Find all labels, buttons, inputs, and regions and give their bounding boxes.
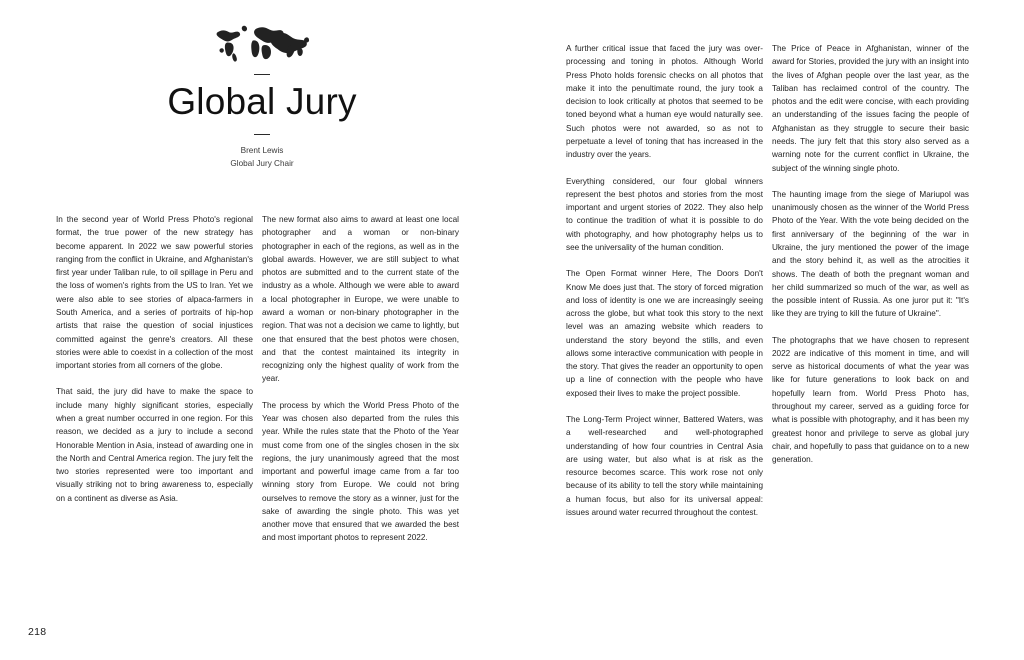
text-column-3 <box>566 42 763 519</box>
page-number: 218 <box>28 626 47 638</box>
paragraph: The Price of Peace in Afghanistan, winner of the award for Stories, provided the jury with an insight into the lives of Afghan people over the last year, as the Taliban has reclaimed control of the country. The photos and the edit were concise, with each providing an understanding of the issues facing the people of Afghanistan as they struggle to secure their basic needs. The jury felt that this story also served as a warning note for the current conflict in Ukraine, the subject of the winning single photo. <box>772 44 969 173</box>
byline <box>56 145 468 170</box>
divider-bottom <box>254 134 270 135</box>
byline-role: Global Jury Chair <box>230 158 294 168</box>
paragraph: In the second year of World Press Photo's regional format, the true power of the new strategy has become apparent. In 2022 we saw powerful stories ranging from the conflict in Ukraine, and Afghanistan's first year under Taliban rule, to oil spillage in Peru and the loss of women's rights from the US to Iran. Yet we were also able to see stories of alpaca-farmers in South America, and a series of portraits of hip-hop artists that raise the question of social injustices committed against the genre's creators. All these stories were able to coexist in a collection of the most important stories from all corners of the globe. <box>56 215 253 371</box>
paragraph: That said, the jury did have to make the space to include many highly significant stories, especially when a great number occurred in one region. For this reason, we decided as a jury to include a second Honorable Mention in Asia, instead of awarding one in the North and Central America region. The jury felt the two stories represented were too important and visually striking not to bring awareness to, especially on a continent as diverse as Asia. <box>56 387 253 503</box>
paragraph: The haunting image from the siege of Mariupol was unanimously chosen as the winner of the World Press Photo of the Year. With the vote being decided on the first anniversary of the beginning of the war in Ukraine, the jury mentioned the power of the image and the story behind it, as well as the atrocities it shows. The death of both the pregnant woman and her child summarized so much of the war, as well as the possible intent of Russia. As one juror put it: "It's like they are trying to kill the future of Ukraine". <box>772 189 969 319</box>
text-column-4 <box>772 42 969 466</box>
paragraph: The Long-Term Project winner, Battered Waters, was a well-researched and well-photographed understanding of how four countries in Central Asia are using water, but also what is at risk as the resource becomes scarce. This work rose not only because of its ability to tell the story while maintaining a human focus, but also for its universal appeal: issues around water recurred throughout the contest. <box>566 415 763 517</box>
byline-name: Brent Lewis <box>240 146 284 156</box>
world-map-icon <box>207 18 317 62</box>
paragraph: The new format also aims to award at least one local photographer and a woman or non-binary photographer in each of the regions, as well as in the global awards. However, we are still subject to what photos are submitted and to the current state of the industry as a whole. Although we were able to award a local photographer in Europe, we were unable to award a woman or non-binary photographer in the region. That was not a decision we came to lightly, but one that ensured that the best photos were chosen, and that the contest maintained its integrity in recognizing only the highest quality of work from the year. <box>262 215 459 384</box>
paragraph: Everything considered, our four global winners represent the best photos and stories from the most important and urgent stories of 2022. They also help to continue the tradition of what it is possible to do with photography, and how photography helps us to see the universality of the human condition. <box>566 176 763 252</box>
paragraph: A further critical issue that faced the jury was over-processing and toning in photos. Although World Press Photo holds forensic checks on all photos that make it into the penultimate round, the jury took a decision to look critically at photos that seemed to be toned beyond what a human eye would naturally see. Such photos were not awarded, so as not to perpetuate a level of toning that has increased in the industry over the years. <box>566 44 763 160</box>
divider-top <box>254 74 270 75</box>
text-column-1 <box>56 213 253 505</box>
text-column-2 <box>262 213 459 545</box>
paragraph: The Open Format winner Here, The Doors Don't Know Me does just that. The story of forced migration and loss of identity is one we are increasingly seeing across the globe, but what took this story to the next level was an amazing website which readers to understand the story beyond the stills, and even allows some interactive communication with people in the story. That gives the reader an opportunity to open up a line of connection with the people who have exposed their lives to make the project possible. <box>566 269 763 398</box>
paragraph: The process by which the World Press Photo of the Year was chosen also departed from the rules this year. While the rules state that the Photo of the Year must come from one of the singles chosen in the six regions, the jury unanimously agreed that the most important and powerful image came from a far too winning story from Europe. We could not bring ourselves to remove the story as a winner, just for the sake of awarding the single photo. This was yet another move that ensured that we awarded the best and most important photos to represent 2022. <box>262 400 459 543</box>
title-block <box>56 18 468 170</box>
paragraph: The photographs that we have chosen to represent 2022 are indicative of this moment in time, and will serve as historical documents of what the year was like for future generations to look back on and hopefully learn from. World Press Photo has, throughout my career, served as a guiding force for what is possible with photography, and it has been my greatest honor and privilege to serve as global jury chair, and hopefully to pass that guidance on to a new generation. <box>772 335 969 465</box>
page-title: Global Jury <box>167 81 357 122</box>
